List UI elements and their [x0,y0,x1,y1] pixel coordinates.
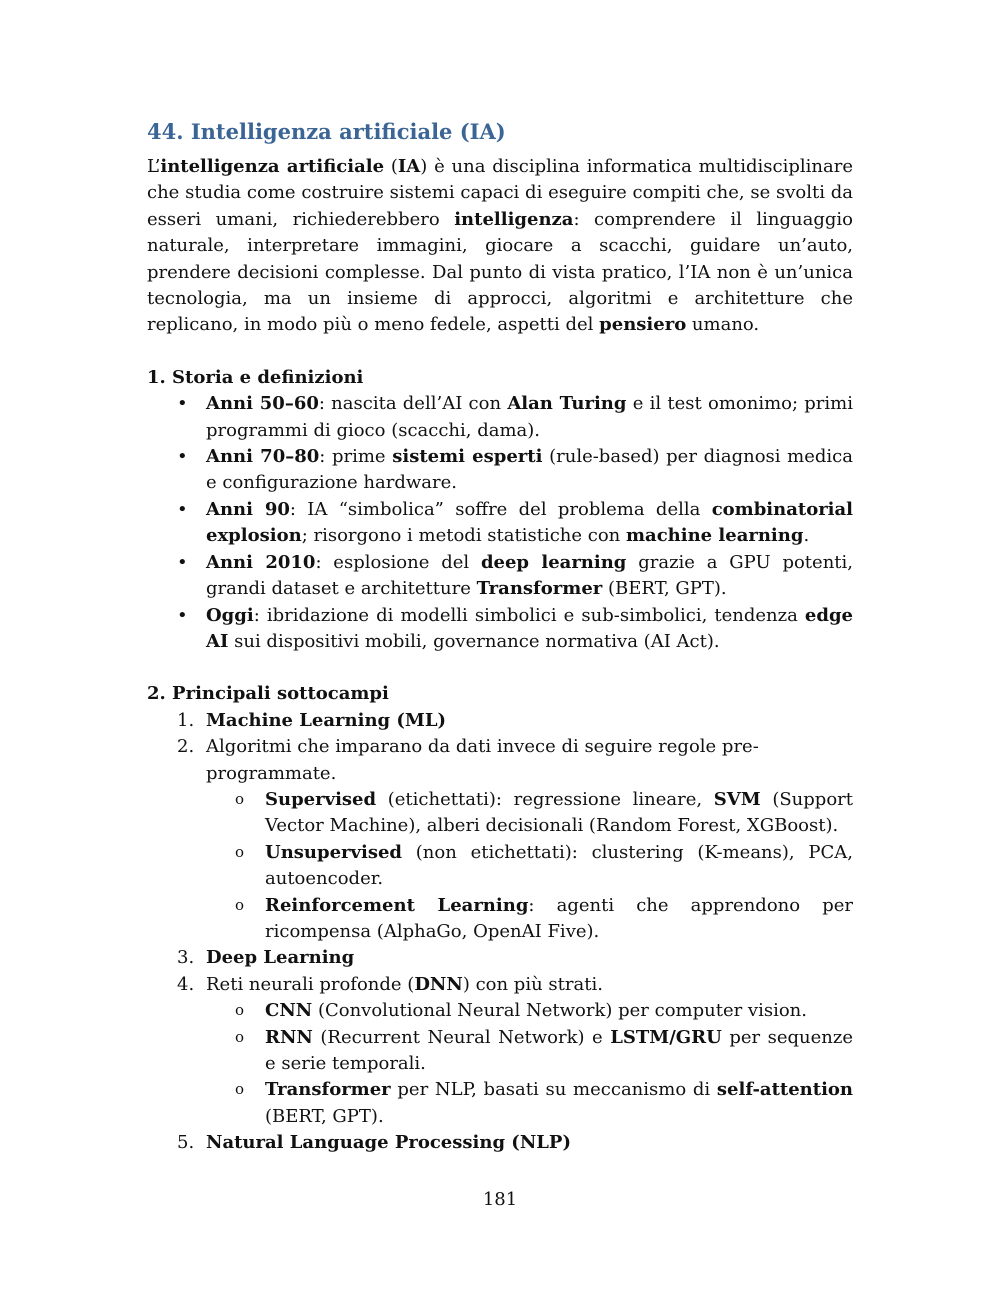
history-heading: 1. Storia e definizioni [147,366,364,388]
text-run: (BERT, GPT). [602,578,727,600]
subfield-item [177,734,853,945]
bold-term: edge AI [206,604,853,652]
bold-term: Supervised [265,788,377,810]
text-run: : ibridazione di modelli simbolici e sub-simbolici, tendenza [253,604,805,626]
text-run: : nascita dell’AI con [318,393,508,415]
text-run: (Recurrent Neural Network) e [312,1026,611,1048]
history-item [206,603,853,656]
subfield-subitem [265,840,853,893]
intro-paragraph [147,154,853,339]
history-list [147,391,853,655]
text-run: (rule-based) per diagnosi medica e configurazione hardware. [206,446,853,494]
text-run: Algoritmi che imparano da dati invece di seguire regole pre-programmate. [206,736,759,784]
bold-term: SVM [713,788,761,810]
text-run: (Support Vector Machine), alberi decisionali (Random Forest, XGBoost). [265,788,853,837]
bold-term: IA [397,156,421,177]
bold-term: LSTM/GRU [610,1026,722,1048]
subfield-item [177,945,853,971]
text-run: ) con più strati. [462,973,603,995]
bold-term: intelligenza [454,208,574,230]
text-run: L’ [147,156,161,177]
history-item [206,497,853,550]
text-run: : agenti che apprendono per ricompensa (AlphaGo, OpenAI Five). [265,894,853,942]
text-run: . [803,525,810,547]
bold-term: Transformer [265,1079,391,1101]
section-title: 44. Intelligenza artificiale (IA) [147,119,506,144]
subfield-subitem [265,893,853,946]
item-number: 2. [177,736,195,758]
bold-term: machine learning [626,525,804,547]
subfields-heading: 2. Principali sottocampi [147,683,389,705]
bold-term: Oggi [206,604,254,626]
subfield-text [206,972,853,998]
bold-term: Alan Turing [507,393,627,415]
item-number: 5. [177,1132,195,1154]
bold-term: Anni 50–60 [206,393,319,415]
text-run: e il test omonimo; primi programmi di gioco (scacchi, dama). [206,393,853,441]
bold-term: Anni 2010 [206,551,316,573]
subfield-item [177,1130,853,1156]
text-run: : comprendere il linguaggio naturale, interpretare immagini, giocare a scacchi, guidare un’auto, prendere decisioni complesse. Dal punto di vista pratico, l’IA non è un’unica tecnologia, ma un insieme di approcci, algoritmi e architetture che replicano, in modo più o meno fedele, aspetti del [147,208,853,336]
bold-term: DNN [414,973,463,995]
subfield-text [206,708,853,734]
text-run: per sequenze e serie temporali. [265,1026,853,1074]
text-run: ; risorgono i metodi statistiche con [301,525,626,547]
bold-term: RNN [265,1026,313,1048]
text-run: (etichettati): regressione lineare, [376,788,714,810]
bold-term: Transformer [476,578,603,600]
subfield-sublist [206,998,853,1130]
text-run: ) è una disciplina informatica multidisciplinare che studia come costruire sistemi capaci di eseguire compiti che, se svolti da esseri umani, richiederebbero [147,156,854,230]
text-run: grazie a GPU potenti, grandi dataset e architetture [206,551,854,600]
subfield-sublist [206,787,853,945]
bold-term: pensiero [599,314,687,336]
text-run: Reti neurali profonde ( [206,973,415,995]
text-run: per NLP, basati su meccanismo di [390,1079,717,1101]
history-item [206,550,853,603]
text-run: : esplosione del [315,551,481,573]
history-item [206,391,853,444]
subfield-subitem [265,998,853,1024]
text-run: : prime [319,446,393,468]
subfield-text [206,1130,853,1156]
bold-term: Machine Learning (ML) [206,709,447,731]
bold-term: CNN [265,1000,313,1022]
item-number: 3. [177,947,195,969]
text-run: sui dispositivi mobili, governance normativa (AI Act). [228,630,720,652]
subfields-list [147,708,853,1157]
bold-term: Deep Learning [206,947,355,969]
subfield-text [206,734,853,787]
bold-term: Natural Language Processing (NLP) [206,1132,571,1154]
bold-term: Anni 90 [206,498,290,520]
subfield-subitem [265,1025,853,1078]
subfield-subitem [265,1077,853,1130]
text-run: umano. [686,314,760,336]
bold-term: Reinforcement Learning [265,894,529,916]
bold-term: combinatorial explosion [206,498,854,547]
page-number: 181 [482,1189,518,1210]
subfield-item [177,972,853,1130]
text-run: : IA “simbolica” soffre del problema della [289,498,712,520]
item-number: 1. [177,709,195,731]
text-run: (BERT, GPT). [265,1105,384,1127]
bold-term: intelligenza artificiale [160,156,385,177]
bold-term: sistemi esperti [392,446,543,468]
bold-term: Unsupervised [265,841,402,863]
bold-term: deep learning [480,551,627,573]
history-item [206,444,853,497]
document-page [147,112,853,1157]
text-run: ( [384,156,398,177]
subfield-text [206,945,853,971]
bold-term: self-attention [716,1079,853,1101]
subfield-subitem [265,787,853,840]
subfield-item [177,708,853,734]
text-run: (Convolutional Neural Network) per computer vision. [312,1000,807,1022]
bold-term: Anni 70–80 [206,446,320,468]
item-number: 4. [177,973,195,995]
text-run: (non etichettati): clustering (K-means), PCA, autoencoder. [265,841,853,890]
